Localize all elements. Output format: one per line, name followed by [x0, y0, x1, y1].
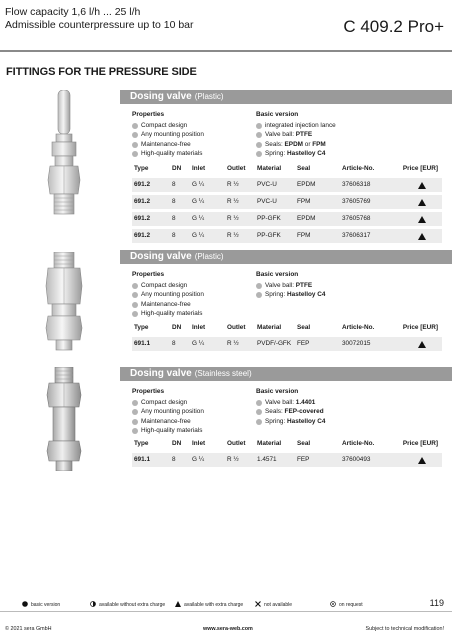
basic-item [256, 398, 325, 407]
product-material: (Stainless steel) [194, 369, 252, 378]
cell-outlet: R ½ [227, 232, 239, 239]
property-item: Any mounting position [132, 130, 204, 139]
cell-outlet: R ½ [227, 456, 239, 463]
cell-type: 691.2 [134, 215, 150, 222]
col-material: Material [257, 324, 282, 331]
col-price: Price [EUR] [402, 324, 438, 331]
col-outlet: Outlet [227, 165, 246, 172]
header-flow-capacity: Flow capacity 1,6 l/h ... 25 l/h [5, 6, 141, 18]
legend-label: not available [264, 602, 293, 608]
product-block-1 [0, 86, 452, 239]
col-dn: DN [172, 440, 182, 447]
cell-inlet: G ¼ [192, 181, 205, 188]
product-name-text: Dosing valve [130, 368, 192, 379]
basic-item-text: Seals: [265, 408, 285, 416]
cell-dn: 8 [172, 198, 176, 205]
col-outlet: Outlet [227, 440, 246, 447]
property-item: High-quality materials [132, 149, 204, 158]
cell-article: 37600493 [342, 456, 371, 463]
basic-item [256, 121, 336, 130]
legend-label: available without extra charge [99, 602, 166, 608]
basic-item [256, 417, 325, 426]
product-block-3 [0, 363, 452, 473]
property-item: Maintenance-free [132, 140, 204, 149]
website-link[interactable]: www.sera-web.com [203, 626, 253, 632]
properties-list [132, 398, 204, 436]
product-material: (Plastic) [194, 252, 224, 261]
basic-item-value: PTFE [295, 282, 313, 289]
cell-type: 691.2 [134, 198, 150, 205]
basic-item-value: FPM [312, 140, 326, 148]
product-band [120, 367, 452, 381]
cell-inlet: G ¼ [192, 215, 205, 222]
dosing-valve-plastic-image [42, 252, 86, 352]
table-header-row [132, 321, 442, 335]
table-row [132, 229, 442, 243]
basic-item-value: Hastelloy C4 [287, 417, 326, 425]
product-band [120, 90, 452, 104]
cell-article: 37605768 [342, 215, 371, 222]
basic-item [256, 130, 336, 139]
properties-heading: Properties [132, 111, 165, 118]
basic-item-text: Valve ball: [265, 282, 296, 289]
property-item: Any mounting position [132, 407, 204, 416]
cell-material: PP-GFK [257, 215, 281, 222]
legend-item [90, 601, 165, 608]
table-row [132, 453, 442, 467]
property-item: High-quality materials [132, 426, 204, 435]
col-seal: Seal [297, 440, 311, 447]
table-row [132, 178, 442, 192]
basic-version-list [256, 281, 325, 300]
cell-material: PVC-U [257, 181, 277, 188]
extra-charge-icon [418, 216, 426, 223]
cell-type: 691.1 [134, 340, 150, 347]
page-number: 119 [429, 598, 444, 608]
cell-material: PVDF/-GFK [257, 340, 292, 347]
triangle-icon [175, 601, 181, 607]
basic-item [256, 281, 325, 290]
basic-version-list [256, 398, 325, 426]
dosing-valve-steel-image [42, 367, 86, 471]
legend-item [330, 601, 363, 608]
cell-dn: 8 [172, 232, 176, 239]
basic-item-value: Hastelloy C4 [287, 150, 326, 158]
col-seal: Seal [297, 324, 311, 331]
basic-item-text: Seals: [265, 140, 285, 148]
basic-version-heading: Basic version [256, 111, 299, 118]
cell-dn: 8 [172, 181, 176, 188]
legend-item [255, 601, 292, 608]
product-name-text: Dosing valve [130, 251, 192, 262]
col-article: Article-No. [342, 165, 375, 172]
legend-label: basic version [31, 602, 61, 608]
property-item: High-quality materials [132, 309, 204, 318]
product-block-2 [0, 246, 452, 356]
col-seal: Seal [297, 165, 311, 172]
basic-item-text: or [303, 140, 313, 148]
cell-outlet: R ½ [227, 198, 239, 205]
legend-label: on request [339, 602, 363, 608]
cell-inlet: G ¼ [192, 456, 205, 463]
product-band [120, 250, 452, 264]
basic-version-heading: Basic version [256, 388, 299, 395]
extra-charge-icon [418, 182, 426, 189]
copyright: © 2021 sera GmbH [5, 626, 52, 632]
property-item: Any mounting position [132, 290, 204, 299]
table-row [132, 212, 442, 226]
product-material: (Plastic) [194, 92, 224, 101]
cell-seal: FEP [297, 340, 310, 347]
col-inlet: Inlet [192, 440, 206, 447]
product-name [130, 91, 224, 102]
extra-charge-icon [418, 233, 426, 240]
basic-item-text: integrated injection lance [265, 122, 336, 129]
basic-item-text: Spring: [265, 291, 288, 299]
properties-list [132, 281, 204, 319]
section-title: FITTINGS FOR THE PRESSURE SIDE [6, 66, 197, 78]
table-header-row [132, 162, 442, 176]
page-header-text [5, 6, 194, 32]
basic-item-value: PTFE [295, 131, 313, 139]
dosing-valve-lance-image [42, 90, 86, 218]
cell-type: 691.1 [134, 456, 150, 463]
table-row [132, 337, 442, 351]
properties-heading: Properties [132, 388, 165, 395]
cell-material: PP-GFK [257, 232, 281, 239]
footer-note: Subject to technical modification! [365, 626, 444, 632]
product-name [130, 368, 252, 379]
filled-circle-icon [22, 601, 28, 607]
col-inlet: Inlet [192, 165, 206, 172]
legend-label: available with extra charge [184, 602, 244, 608]
header-counterpressure: Admissible counterpressure up to 10 bar [5, 19, 194, 31]
properties-list [132, 121, 204, 159]
col-dn: DN [172, 165, 182, 172]
cell-seal: FPM [297, 198, 311, 205]
basic-item-value: EPDM [284, 140, 304, 148]
property-item: Maintenance-free [132, 300, 204, 309]
cell-outlet: R ½ [227, 215, 239, 222]
col-type: Type [134, 324, 149, 331]
basic-item [256, 140, 336, 149]
cell-material: PVC-U [257, 198, 277, 205]
extra-charge-icon [418, 199, 426, 206]
property-item: Compact design [132, 398, 204, 407]
extra-charge-icon [418, 457, 426, 464]
legend-item [22, 601, 60, 608]
product-name-text: Dosing valve [130, 91, 192, 102]
cell-article: 37606318 [342, 181, 371, 188]
cell-article: 30072015 [342, 340, 371, 347]
cell-inlet: G ¼ [192, 198, 205, 205]
cell-seal: EPDM [297, 181, 316, 188]
col-outlet: Outlet [227, 324, 246, 331]
table-row [132, 195, 442, 209]
cell-outlet: R ½ [227, 181, 239, 188]
col-type: Type [134, 440, 149, 447]
col-type: Type [134, 165, 149, 172]
cell-seal: FEP [297, 456, 310, 463]
cell-seal: FPM [297, 232, 311, 239]
col-material: Material [257, 165, 282, 172]
col-inlet: Inlet [192, 324, 206, 331]
cell-article: 37605769 [342, 198, 371, 205]
col-price: Price [EUR] [402, 165, 438, 172]
property-item: Compact design [132, 121, 204, 130]
basic-item-value: 1.4401 [295, 399, 316, 406]
cell-type: 691.2 [134, 181, 150, 188]
extra-charge-icon [418, 341, 426, 348]
col-dn: DN [172, 324, 182, 331]
basic-item [256, 290, 325, 299]
legend-item [175, 601, 243, 608]
property-item: Compact design [132, 281, 204, 290]
basic-version-list [256, 121, 336, 159]
basic-item-text: Spring: [265, 417, 288, 425]
cell-outlet: R ½ [227, 340, 239, 347]
col-article: Article-No. [342, 324, 375, 331]
col-article: Article-No. [342, 440, 375, 447]
half-circle-icon [90, 601, 96, 607]
cross-icon [255, 601, 261, 607]
cell-seal: EPDM [297, 215, 316, 222]
table-header-row [132, 437, 442, 451]
cell-dn: 8 [172, 340, 176, 347]
cell-inlet: G ¼ [192, 340, 205, 347]
cell-article: 37606317 [342, 232, 371, 239]
model-title: C 409.2 Pro+ [343, 17, 444, 36]
basic-item-value: FEP-covered [284, 408, 324, 416]
footer-divider [0, 611, 452, 612]
cell-material: 1.4571 [257, 456, 277, 463]
basic-item-text: Spring: [265, 150, 288, 158]
on-request-icon [330, 601, 336, 607]
cell-type: 691.2 [134, 232, 150, 239]
cell-inlet: G ¼ [192, 232, 205, 239]
col-price: Price [EUR] [402, 440, 438, 447]
basic-item [256, 407, 325, 416]
cell-dn: 8 [172, 215, 176, 222]
header-divider [0, 50, 452, 52]
basic-item-text: Valve ball: [265, 131, 296, 139]
basic-item-value: Hastelloy C4 [287, 291, 326, 299]
product-name [130, 251, 224, 262]
basic-item [256, 149, 336, 158]
col-material: Material [257, 440, 282, 447]
basic-version-heading: Basic version [256, 271, 299, 278]
property-item: Maintenance-free [132, 417, 204, 426]
cell-dn: 8 [172, 456, 176, 463]
properties-heading: Properties [132, 271, 165, 278]
basic-item-text: Valve ball: [265, 399, 296, 406]
